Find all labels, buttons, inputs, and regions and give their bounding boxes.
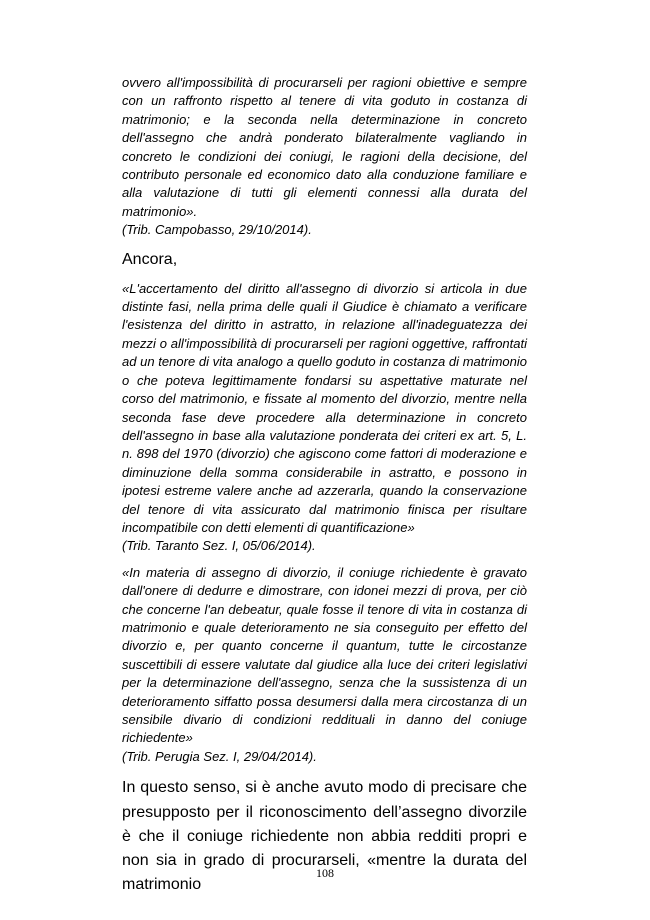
quote-source: (Trib. Campobasso, 29/10/2014). bbox=[122, 222, 312, 238]
quote-text: «In materia di assegno di divorzio, il coniuge richiedente è gravato dall'onere di dedurre e dimostrare, con idonei mezzi di prova, per ciò che concerne l'an debeatur, quale fosse il tenore di vita in costanza di matrimonio e quale deterioramento ne sia conseguito per effetto del divorzio e, per quanto concerne il quantum, tutte le circostanze suscettibili di essere valutate dal giudice alla luce dei criteri legislativi per la determinazione dell'assegno, senza che la sussistenza di un deterioramento siffatto possa desumersi dalla mera circostanza di un sensibile divario di condizioni reddituali in danno del coniuge richiedente» bbox=[122, 564, 527, 746]
quote-text: ovvero all'impossibilità di procurarseli per ragioni obiettive e sempre con un raffronto rispetto al tenere di vita goduto in costanza di matrimonio; e la seconda nella determinazione in concreto dell'assegno che andrà ponderato bilateralmente vagliando in concreto le condizioni dei coniugi, le ragioni della decisione, del contributo personale ed economico dato alla conduzione familiare e alla valutazione di tutti gli elementi connessi alla durata del matrimonio». bbox=[122, 75, 527, 219]
quote-perugia bbox=[122, 564, 527, 766]
quote-taranto bbox=[122, 280, 527, 556]
quote-source: (Trib. Perugia Sez. I, 29/04/2014). bbox=[122, 748, 317, 764]
quote-text: «L'accertamento del diritto all'assegno di divorzio si articola in due distinte fasi, nella prima delle quali il Giudice è chiamato a verificare l'esistenza del diritto in astratto, in relazione all'inadeguatezza dei mezzi o all'impossibilità di procurarseli per ragioni oggettive, raffrontati ad un tenore di vita analogo a quello goduto in costanza di matrimonio o che poteva legittimamente fondarsi su aspettative maturate nel corso del matrimonio, e fissate al momento del divorzio, mentre nella seconda fase deve procedere alla determinazione in concreto dell'assegno in base alla valutazione ponderata dei criteri ex art. 5, L. n. 898 del 1970 (divorzio) che agiscono come fattori di moderazione e diminuzione della somma considerabile in astratto, e possono in ipotesi estreme valere anche ad azzerarla, quando la conservazione del tenore di vita assicurato dal matrimonio finisca per risultare incompatibile con detti elementi di quantificazione» bbox=[122, 280, 527, 535]
quote-source: (Trib. Taranto Sez. I, 05/06/2014). bbox=[122, 538, 316, 554]
body-paragraph: In questo senso, si è anche avuto modo di precisare che presupposto per il riconoscimento dell’assegno divorzile è che il coniuge richiedente non abbia redditi propri e non sia in grado di procurarseli, «mentre la durata del matrimonio bbox=[122, 779, 527, 894]
page-number: 108 bbox=[316, 866, 334, 880]
document-page bbox=[122, 74, 527, 898]
quote-campobasso bbox=[122, 74, 527, 240]
ancora-heading: Ancora, bbox=[122, 250, 178, 268]
